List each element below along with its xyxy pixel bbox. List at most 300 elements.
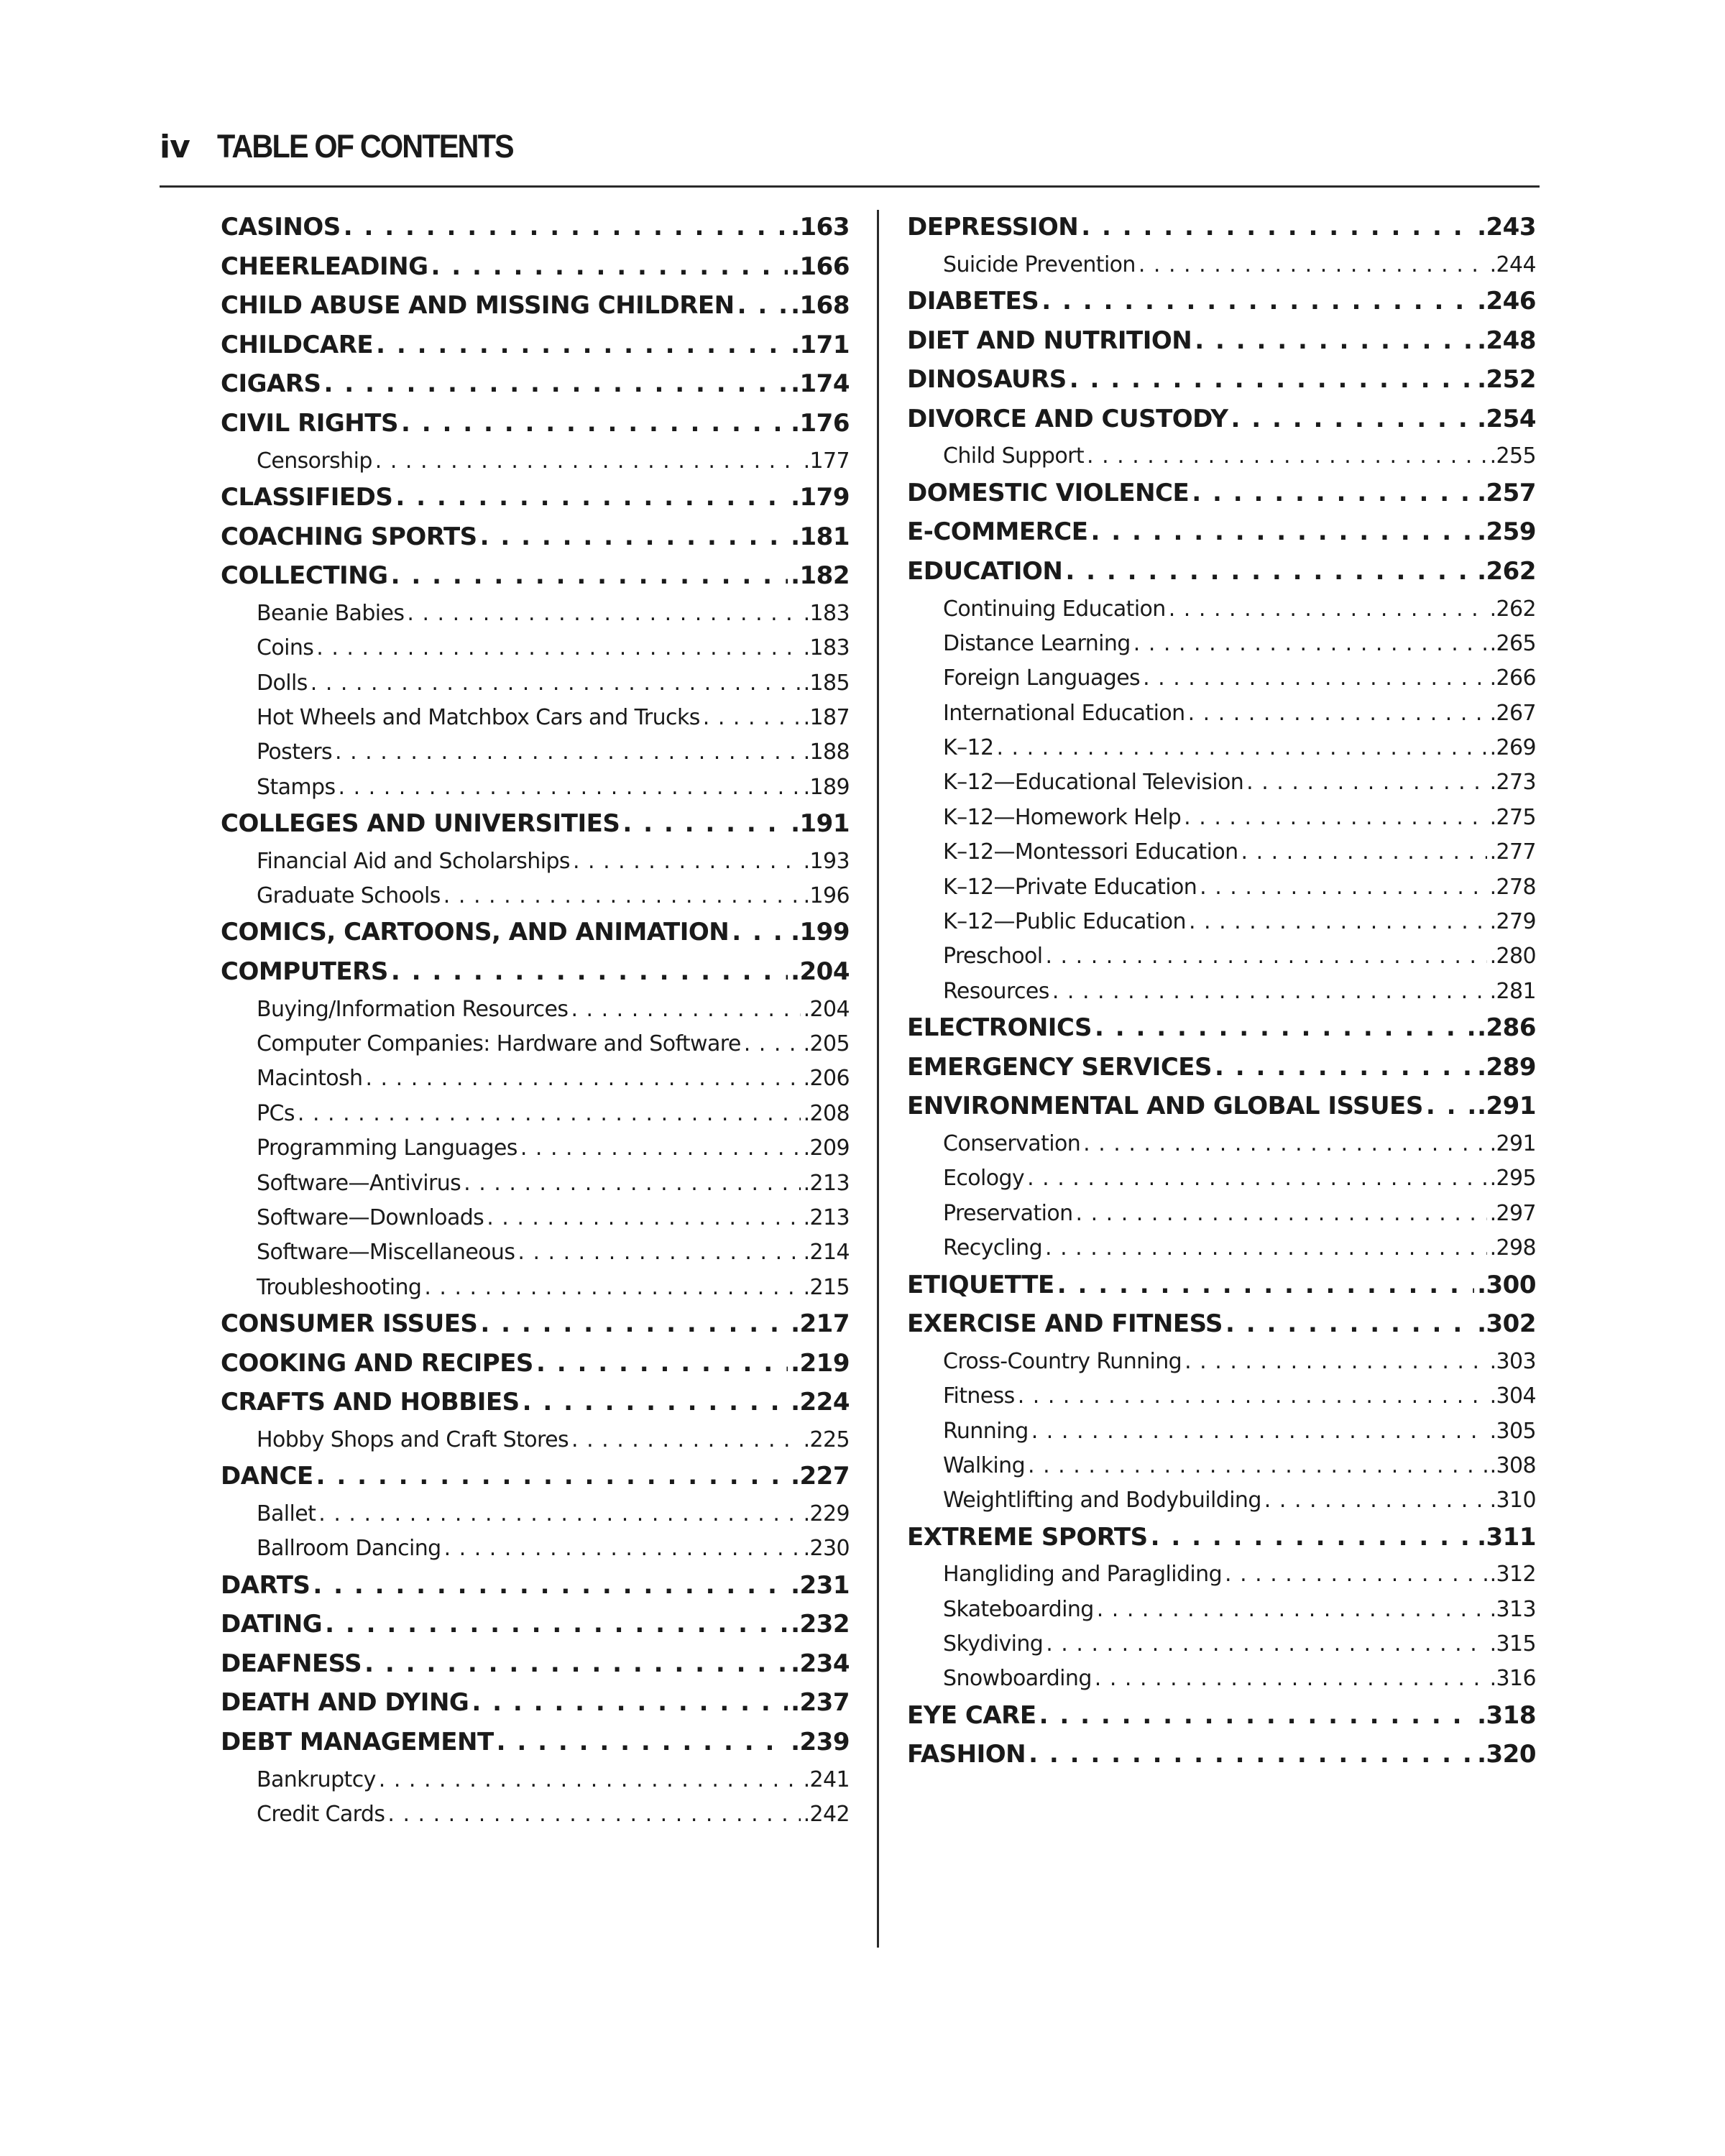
toc-page-number: .231 — [791, 1570, 850, 1600]
dot-leader — [310, 671, 801, 696]
dot-leader — [1039, 1701, 1475, 1730]
toc-page-number: .214 — [803, 1240, 850, 1266]
toc-entry-label: DEBT MANAGEMENT — [221, 1728, 494, 1757]
toc-entry-label: DEAFNESS — [221, 1649, 362, 1678]
dot-leader — [1215, 1053, 1474, 1082]
toc-entry-label: Buying/Information Resources — [257, 996, 569, 1022]
toc-entry-label: Dolls — [257, 670, 308, 696]
dot-leader — [1045, 1235, 1487, 1261]
toc-entry-label: Ballet — [257, 1501, 316, 1526]
toc-entry-label: Continuing Education — [943, 596, 1166, 622]
toc-entry-label: Foreign Languages — [943, 665, 1141, 691]
dot-leader — [1241, 839, 1487, 865]
toc-entry — [221, 522, 850, 562]
toc-entry — [221, 1610, 850, 1649]
dot-leader — [1031, 1419, 1487, 1444]
toc-page-number: .182 — [791, 561, 850, 591]
toc-entry — [221, 1728, 850, 1767]
toc-page-number: .230 — [803, 1536, 850, 1562]
toc-subentry — [907, 1631, 1536, 1666]
toc-page-number: .204 — [803, 996, 850, 1022]
toc-entry — [907, 365, 1536, 405]
dot-leader — [1076, 1201, 1487, 1226]
toc-entry-label: DOMESTIC VIOLENCE — [907, 478, 1190, 507]
toc-page-number: .311 — [1477, 1522, 1536, 1552]
toc-entry-label: ETIQUETTE — [907, 1270, 1054, 1299]
toc-page-number: .246 — [1477, 286, 1536, 315]
toc-entry — [907, 517, 1536, 557]
toc-page-number: .204 — [791, 957, 850, 987]
toc-entry — [907, 1271, 1536, 1310]
toc-entry — [221, 1462, 850, 1501]
toc-page-number: .205 — [803, 1031, 850, 1057]
toc-entry-label: Distance Learning — [943, 630, 1131, 656]
dot-leader — [1065, 557, 1474, 586]
toc-subentry — [907, 1235, 1536, 1270]
toc-entry-label: Beanie Babies — [257, 600, 405, 626]
toc-entry-label: Censorship — [257, 448, 372, 474]
toc-subentry — [907, 1131, 1536, 1166]
dot-leader — [518, 1240, 800, 1265]
toc-page-number: .300 — [1477, 1270, 1536, 1299]
toc-entry-label: CASINOS — [221, 213, 341, 241]
dot-leader — [391, 561, 788, 590]
page-title: TABLE OF CONTENTS — [216, 128, 513, 165]
toc-page-number: .298 — [1489, 1235, 1536, 1261]
toc-page-number: .254 — [1477, 404, 1536, 433]
dot-leader — [1246, 770, 1486, 795]
toc-entry — [221, 213, 850, 252]
dot-leader — [375, 448, 801, 474]
dot-leader — [703, 705, 801, 730]
toc-entry — [221, 1388, 850, 1427]
toc-left-column — [221, 213, 850, 1836]
dot-leader — [407, 601, 800, 626]
dot-leader — [1057, 1271, 1474, 1299]
toc-right-column — [907, 213, 1536, 1779]
toc-entry-label: Stamps — [257, 774, 336, 800]
toc-entry — [221, 918, 850, 957]
toc-page-number: .295 — [1489, 1166, 1536, 1192]
dot-leader — [1200, 875, 1486, 900]
dot-leader — [298, 1101, 801, 1126]
toc-page-number: .179 — [791, 482, 850, 512]
toc-page-number: .308 — [1489, 1452, 1536, 1478]
toc-page-number: .188 — [803, 740, 850, 765]
toc-entry-label: E-COMMERCE — [907, 517, 1088, 547]
dot-leader — [573, 849, 801, 874]
toc-subentry — [907, 596, 1536, 631]
dot-leader — [487, 1205, 800, 1230]
toc-entry-label: Snowboarding — [943, 1666, 1092, 1692]
toc-entry — [907, 1309, 1536, 1349]
toc-subentry — [907, 1597, 1536, 1631]
dot-leader — [1192, 479, 1474, 507]
toc-entry — [221, 369, 850, 409]
toc-subentry — [907, 1383, 1536, 1418]
toc-subentry — [221, 1427, 850, 1462]
toc-entry-label: DANCE — [221, 1462, 313, 1491]
toc-entry-label: Fitness — [943, 1383, 1015, 1409]
toc-page-number: .166 — [791, 252, 850, 281]
toc-page-number: .316 — [1489, 1666, 1536, 1692]
dot-leader — [443, 883, 801, 908]
toc-page-number: .318 — [1477, 1700, 1536, 1730]
toc-entry — [221, 561, 850, 601]
toc-entry-label: Ecology — [943, 1166, 1025, 1192]
toc-subentry — [907, 1453, 1536, 1488]
dot-leader — [1225, 1309, 1474, 1338]
toc-page-number: .239 — [791, 1728, 850, 1757]
toc-entry-label: International Education — [943, 700, 1185, 726]
toc-subentry — [221, 635, 850, 670]
dot-leader — [318, 1501, 800, 1526]
toc-entry-label: EMERGENCY SERVICES — [907, 1052, 1212, 1082]
toc-entry-label: Skydiving — [943, 1631, 1044, 1657]
toc-page-number: .227 — [791, 1462, 850, 1491]
toc-page-number: .213 — [803, 1170, 850, 1196]
toc-entry — [221, 1349, 850, 1388]
dot-leader — [431, 252, 788, 281]
toc-entry — [907, 1523, 1536, 1562]
toc-subentry — [907, 701, 1536, 735]
toc-entry-label: K–12 — [943, 735, 994, 761]
toc-page-number: .213 — [803, 1204, 850, 1230]
toc-page-number: .286 — [1477, 1013, 1536, 1043]
toc-entry-label: Computer Companies: Hardware and Software — [257, 1031, 741, 1057]
toc-subentry — [907, 1419, 1536, 1453]
toc-entry — [907, 287, 1536, 326]
toc-page-number: .305 — [1489, 1418, 1536, 1444]
dot-leader — [379, 1767, 801, 1792]
toc-entry-label: COMICS, CARTOONS, AND ANIMATION — [221, 918, 730, 947]
toc-entry-label: Preschool — [943, 944, 1043, 969]
toc-entry-label: DARTS — [221, 1570, 310, 1600]
toc-subentry — [221, 997, 850, 1031]
toc-page-number: .255 — [1489, 443, 1536, 469]
toc-subentry — [221, 1501, 850, 1536]
dot-leader — [335, 740, 801, 765]
toc-page-number: .303 — [1489, 1348, 1536, 1374]
dot-leader — [1028, 1453, 1487, 1478]
toc-page-number: .304 — [1489, 1383, 1536, 1409]
dot-leader — [1189, 909, 1487, 934]
toc-subentry — [221, 1171, 850, 1205]
toc-subentry — [907, 909, 1536, 944]
toc-page-number: .163 — [791, 213, 850, 241]
toc-subentry — [907, 770, 1536, 804]
dot-leader — [1081, 213, 1474, 241]
toc-subentry — [221, 1205, 850, 1240]
toc-page-number: .259 — [1477, 517, 1536, 547]
dot-leader — [1264, 1488, 1487, 1513]
toc-subentry — [907, 443, 1536, 478]
dot-leader — [472, 1688, 788, 1717]
toc-entry-label: Macintosh — [257, 1066, 363, 1092]
dot-leader — [1018, 1383, 1487, 1409]
dot-leader — [401, 409, 788, 438]
toc-page-number: .225 — [803, 1427, 850, 1452]
toc-entry-label: EXERCISE AND FITNESS — [907, 1309, 1223, 1339]
toc-subentry — [907, 1562, 1536, 1596]
dot-leader — [520, 1135, 801, 1161]
dot-leader — [391, 957, 788, 986]
toc-entry — [221, 809, 850, 849]
toc-entry-label: ENVIRONMENTAL AND GLOBAL ISSUES — [907, 1092, 1423, 1121]
toc-page-number: .176 — [791, 408, 850, 438]
toc-subentry — [907, 252, 1536, 287]
dot-leader — [1195, 326, 1474, 355]
toc-entry — [221, 1649, 850, 1689]
dot-leader — [1225, 1562, 1487, 1587]
dot-leader — [1045, 944, 1486, 969]
toc-page-number: .275 — [1489, 804, 1536, 830]
toc-entry-label: CHILDCARE — [221, 330, 374, 359]
toc-subentry — [221, 1240, 850, 1274]
toc-entry-label: CHEERLEADING — [221, 252, 428, 281]
toc-page-number: .168 — [791, 291, 850, 321]
toc-page-number: .189 — [803, 774, 850, 800]
toc-entry — [907, 1701, 1536, 1741]
dot-leader — [1095, 1013, 1474, 1042]
dot-leader — [1138, 252, 1487, 277]
toc-page-number: .199 — [791, 918, 850, 947]
toc-entry-label: Credit Cards — [257, 1802, 385, 1828]
toc-entry — [907, 405, 1536, 444]
dot-leader — [344, 213, 788, 241]
dot-leader — [316, 1462, 788, 1491]
toc-entry-label: DIVORCE AND CUSTODY — [907, 404, 1228, 433]
dot-leader — [536, 1349, 788, 1378]
toc-entry-label: Hot Wheels and Matchbox Cars and Trucks — [257, 704, 700, 730]
toc-page-number: .174 — [791, 369, 850, 399]
toc-subentry — [221, 448, 850, 483]
toc-page-number: .273 — [1489, 770, 1536, 796]
toc-entry-label: Bankruptcy — [257, 1766, 376, 1792]
dot-leader — [1231, 405, 1475, 433]
dot-leader — [737, 291, 788, 320]
toc-subentry — [907, 1349, 1536, 1383]
toc-entry-label: ELECTRONICS — [907, 1013, 1092, 1043]
toc-subentry — [907, 875, 1536, 909]
toc-page-number: .289 — [1477, 1052, 1536, 1082]
toc-entry-label: Preservation — [943, 1200, 1073, 1226]
page-header — [160, 128, 538, 171]
toc-entry — [907, 557, 1536, 596]
toc-entry-label: K–12—Educational Television — [943, 770, 1244, 796]
toc-subentry — [221, 1031, 850, 1066]
toc-entry-label: Running — [943, 1418, 1029, 1444]
dot-leader — [464, 1171, 800, 1196]
toc-entry — [907, 1053, 1536, 1092]
dot-leader — [1029, 1740, 1474, 1769]
toc-entry-label: K–12—Homework Help — [943, 804, 1182, 830]
toc-entry — [221, 1571, 850, 1611]
toc-entry-label: Software—Miscellaneous — [257, 1240, 515, 1266]
toc-entry-label: Resources — [943, 978, 1049, 1004]
toc-entry-label: CHILD ABUSE AND MISSING CHILDREN — [221, 291, 735, 321]
toc-page-number: .269 — [1489, 735, 1536, 761]
dot-leader — [1188, 701, 1487, 726]
toc-subentry — [221, 775, 850, 809]
dot-leader — [996, 735, 1486, 760]
toc-entry-label: K–12—Montessori Education — [943, 839, 1238, 865]
toc-entry-label: DATING — [221, 1610, 323, 1639]
toc-page-number: .313 — [1489, 1596, 1536, 1622]
toc-entry-label: EDUCATION — [907, 556, 1063, 586]
toc-page-number: .242 — [803, 1802, 850, 1828]
toc-subentry — [907, 1201, 1536, 1235]
toc-entry-label: Hangliding and Paragliding — [943, 1562, 1223, 1588]
dot-leader — [395, 483, 788, 512]
page-number: iv — [160, 129, 190, 165]
toc-subentry — [221, 849, 850, 883]
toc-entry — [221, 957, 850, 997]
toc-entry-label: Cross-Country Running — [943, 1348, 1182, 1374]
dot-leader — [324, 369, 788, 398]
toc-entry — [221, 409, 850, 448]
toc-page-number: .279 — [1489, 909, 1536, 935]
dot-leader — [523, 1388, 788, 1416]
dot-leader — [480, 1309, 788, 1338]
toc-page-number: .297 — [1489, 1200, 1536, 1226]
dot-leader — [480, 522, 788, 551]
toc-entry-label: COACHING SPORTS — [221, 522, 477, 551]
toc-entry-label: Child Support — [943, 443, 1085, 469]
toc-entry-label: COLLECTING — [221, 561, 388, 591]
toc-entry-label: COLLEGES AND UNIVERSITIES — [221, 809, 620, 839]
dot-leader — [316, 635, 800, 660]
toc-entry-label: Ballroom Dancing — [257, 1536, 441, 1562]
toc-subentry — [221, 601, 850, 635]
toc-subentry — [907, 1166, 1536, 1200]
toc-page-number: .217 — [791, 1309, 850, 1339]
dot-leader — [325, 1610, 788, 1639]
toc-page-number: .191 — [791, 809, 850, 839]
dot-leader — [1143, 665, 1487, 691]
toc-page-number: .177 — [803, 448, 850, 474]
toc-entry-label: CIGARS — [221, 369, 321, 399]
toc-subentry — [907, 805, 1536, 839]
toc-page-number: .280 — [1489, 944, 1536, 969]
dot-leader — [364, 1649, 788, 1678]
toc-entry-label: CLASSIFIEDS — [221, 482, 393, 512]
dot-leader — [1184, 805, 1486, 830]
toc-entry-label: Skateboarding — [943, 1596, 1094, 1622]
toc-entry — [221, 1688, 850, 1728]
dot-leader — [387, 1802, 800, 1827]
toc-entry-label: PCs — [257, 1100, 295, 1126]
toc-page-number: .315 — [1489, 1631, 1536, 1657]
toc-subentry — [221, 1802, 850, 1836]
toc-entry-label: Recycling — [943, 1235, 1043, 1261]
toc-page-number: .219 — [791, 1348, 850, 1378]
toc-subentry — [221, 740, 850, 774]
dot-leader — [1041, 287, 1474, 315]
dot-leader — [339, 775, 801, 800]
toc-page-number: .281 — [1489, 978, 1536, 1004]
toc-entry-label: Programming Languages — [257, 1135, 518, 1161]
dot-leader — [1095, 1666, 1487, 1691]
toc-page-number: .196 — [803, 883, 850, 909]
dot-leader — [571, 1427, 801, 1452]
toc-subentry — [907, 979, 1536, 1013]
toc-entry-label: EYE CARE — [907, 1700, 1036, 1730]
dot-leader — [497, 1728, 788, 1756]
toc-entry-label: CRAFTS AND HOBBIES — [221, 1388, 520, 1417]
toc-page-number: .224 — [791, 1388, 850, 1417]
toc-page-number: .237 — [791, 1688, 850, 1718]
dot-leader — [365, 1066, 800, 1091]
toc-page-number: .229 — [803, 1501, 850, 1526]
toc-entry-label: DIABETES — [907, 286, 1039, 315]
toc-subentry — [907, 944, 1536, 978]
toc-page-number: .262 — [1489, 596, 1536, 622]
toc-subentry — [221, 1101, 850, 1135]
dot-leader — [313, 1571, 788, 1600]
toc-entry — [221, 291, 850, 331]
dot-leader — [1090, 517, 1474, 546]
toc-page-number: .252 — [1477, 365, 1536, 395]
toc-page-number: .257 — [1477, 478, 1536, 507]
toc-entry-label: Troubleshooting — [257, 1274, 422, 1300]
toc-entry-label: CIVIL RIGHTS — [221, 408, 398, 438]
toc-entry-label: Weightlifting and Bodybuilding — [943, 1488, 1261, 1514]
toc-entry — [907, 213, 1536, 252]
toc-page-number: .278 — [1489, 874, 1536, 900]
toc-entry-label: Conservation — [943, 1131, 1081, 1156]
toc-page-number: .183 — [803, 600, 850, 626]
toc-subentry — [221, 1135, 850, 1170]
dot-leader — [376, 331, 788, 359]
dot-leader — [1027, 1166, 1487, 1191]
toc-entry-label: Software—Antivirus — [257, 1170, 461, 1196]
dot-leader — [1097, 1597, 1487, 1622]
toc-entry-label: Software—Downloads — [257, 1204, 484, 1230]
toc-subentry — [221, 1536, 850, 1570]
toc-entry-label: Coins — [257, 635, 314, 661]
toc-page-number: .262 — [1477, 556, 1536, 586]
toc-subentry — [221, 1066, 850, 1100]
toc-page-number: .208 — [803, 1100, 850, 1126]
toc-subentry — [221, 883, 850, 918]
dot-leader — [444, 1536, 801, 1561]
column-divider — [877, 210, 879, 1948]
toc-entry — [907, 1740, 1536, 1779]
toc-subentry — [221, 705, 850, 740]
toc-page-number: .312 — [1489, 1562, 1536, 1588]
toc-subentry — [221, 1767, 850, 1802]
dot-leader — [1151, 1523, 1475, 1552]
toc-entry-label: COOKING AND RECIPES — [221, 1348, 533, 1378]
toc-page-number: .243 — [1477, 213, 1536, 241]
toc-entry-label: K–12—Public Education — [943, 909, 1186, 935]
toc-page-number: .187 — [803, 704, 850, 730]
toc-entry-label: COMPUTERS — [221, 957, 388, 987]
dot-leader — [1169, 596, 1487, 622]
toc-page-number: .171 — [791, 330, 850, 359]
dot-leader — [744, 1031, 801, 1056]
toc-entry-label: EXTREME SPORTS — [907, 1522, 1148, 1552]
toc-page-number: .193 — [803, 848, 850, 874]
toc-entry-label: Financial Aid and Scholarships — [257, 848, 570, 874]
toc-entry — [907, 1092, 1536, 1131]
toc-subentry — [907, 1488, 1536, 1522]
toc-page-number: .320 — [1477, 1740, 1536, 1769]
dot-leader — [1426, 1092, 1474, 1120]
toc-entry-label: DEATH AND DYING — [221, 1688, 469, 1718]
dot-leader — [1087, 443, 1487, 469]
